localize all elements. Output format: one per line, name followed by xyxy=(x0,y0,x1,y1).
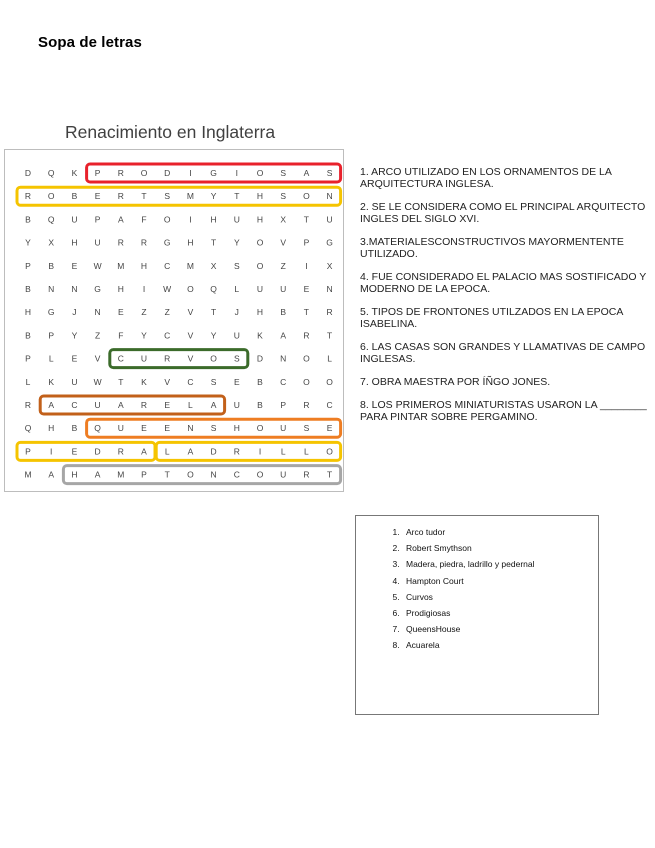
grid-letter: L xyxy=(25,376,31,387)
grid-letter: E xyxy=(71,260,78,271)
grid-letter: A xyxy=(94,469,101,480)
grid-letter: Z xyxy=(280,260,286,271)
grid-letter: U xyxy=(233,330,240,341)
grid-letter: Q xyxy=(94,423,101,434)
answer-item: 7. QueensHouse xyxy=(402,621,598,637)
highlight-ladrillo xyxy=(156,442,340,460)
grid-letter: A xyxy=(117,400,124,410)
grid-letter: O xyxy=(326,446,333,457)
word-search-panel xyxy=(4,122,346,495)
grid-letter: P xyxy=(25,446,31,457)
grid-letter: U xyxy=(256,284,264,294)
grid-letter: U xyxy=(326,214,333,225)
grid-letter: O xyxy=(256,469,264,480)
grid-letter: P xyxy=(25,353,31,364)
grid-letter: Y xyxy=(71,330,78,341)
grid-letter: U xyxy=(280,284,287,294)
grid-letter: R xyxy=(164,353,171,364)
grid-letter: S xyxy=(280,191,287,202)
grid-letter: J xyxy=(72,307,77,318)
grid-letter: O xyxy=(140,168,148,178)
grid-letter: U xyxy=(71,214,78,225)
grid-letter: N xyxy=(48,284,55,294)
grid-letter: Q xyxy=(24,423,32,434)
highlight-hamptoncourt xyxy=(63,466,340,484)
grid-letter: B xyxy=(71,423,78,434)
grid-letter: S xyxy=(233,260,240,271)
grid-letter: H xyxy=(210,214,217,225)
grid-letter: E xyxy=(141,423,147,434)
grid-letter: A xyxy=(303,168,310,178)
grid-letter: L xyxy=(48,353,54,364)
grid-letter: R xyxy=(326,307,333,318)
grid-letter: L xyxy=(280,446,286,457)
grid-letter: W xyxy=(93,376,102,387)
grid-letter: X xyxy=(280,214,287,225)
grid-letter: B xyxy=(257,400,263,410)
grid-letter: R xyxy=(117,168,124,178)
grid-letter: B xyxy=(71,191,78,202)
grid-letter: R xyxy=(117,237,124,248)
grid-letter: O xyxy=(256,260,264,271)
grid-letter: J xyxy=(234,307,239,318)
grid-letter: B xyxy=(25,284,31,294)
grid-letter: R xyxy=(303,469,310,480)
grid-letter: U xyxy=(233,400,240,410)
grid-letter: T xyxy=(164,469,170,480)
grid-letter: R xyxy=(140,400,148,410)
grid-letter: R xyxy=(24,191,32,202)
grid-letter: T xyxy=(303,214,310,225)
grid-letter: U xyxy=(280,423,287,434)
grid-letter: M xyxy=(24,469,32,480)
grid-letter: O xyxy=(326,376,333,387)
grid-letter: O xyxy=(303,191,310,202)
grid-letter: P xyxy=(303,237,310,248)
grid-letter: A xyxy=(280,330,287,341)
clue-7: 7. OBRA MAESTRA POR ÍÑGO JONES. xyxy=(360,376,551,388)
grid-letter: S xyxy=(280,168,287,178)
grid-letter: N xyxy=(326,284,333,294)
answer-item: 2. Robert Smythson xyxy=(402,540,598,556)
grid-letter: C xyxy=(233,469,240,480)
grid-letter: A xyxy=(117,214,124,225)
grid-letter: P xyxy=(25,260,31,271)
grid-letter: A xyxy=(187,446,194,457)
grid-letter: K xyxy=(71,168,78,178)
grid-letter: I xyxy=(50,446,53,457)
grid-letter: B xyxy=(25,330,31,341)
grid-letter: G xyxy=(163,237,171,248)
document-title: Sopa de letras xyxy=(38,34,142,51)
grid-letter: O xyxy=(256,237,264,248)
grid-letter: U xyxy=(71,376,78,387)
grid-letter: P xyxy=(48,330,55,341)
grid-letter: L xyxy=(304,446,309,457)
answer-list xyxy=(356,524,598,654)
grid-letter: O xyxy=(47,191,55,202)
grid-letter: E xyxy=(71,446,78,457)
answer-item: 1. Arco tudor xyxy=(402,524,598,540)
grid-letter: R xyxy=(140,237,148,248)
grid-letter: T xyxy=(303,307,310,318)
grid-letter: U xyxy=(233,214,240,225)
grid-letter: M xyxy=(186,191,194,202)
highlight-robertsmythson xyxy=(17,187,341,205)
grid-letter: C xyxy=(117,353,124,364)
grid-letter: H xyxy=(233,423,240,434)
grid-letter: L xyxy=(188,400,193,410)
grid-letter: X xyxy=(210,260,217,271)
grid-letter: P xyxy=(280,400,287,410)
grid-letter: C xyxy=(326,400,333,410)
grid-letter: C xyxy=(71,400,78,410)
grid-letter: H xyxy=(256,307,264,318)
grid-letter: P xyxy=(94,168,101,178)
grid-letter: A xyxy=(48,400,55,410)
grid-letter: B xyxy=(257,376,263,387)
grid-letter: O xyxy=(187,469,194,480)
grid-letter: C xyxy=(164,260,171,271)
grid-letter: L xyxy=(234,284,240,294)
grid-letter: S xyxy=(164,191,171,202)
grid-letter: Y xyxy=(25,237,31,248)
clues-list xyxy=(360,166,650,434)
grid-letter: H xyxy=(48,423,55,434)
highlight-piedra xyxy=(17,442,155,460)
grid-letter: I xyxy=(235,168,238,178)
clue-4: 4. FUE CONSIDERADO EL PALACIO MAS SOSTIFICADO Y MODERNO DE LA EPOCA. xyxy=(360,271,647,295)
grid-letter: Z xyxy=(141,307,147,318)
grid-letter: K xyxy=(141,376,147,387)
grid-letter: V xyxy=(94,353,101,364)
grid-letter: I xyxy=(189,168,192,178)
grid-letter: Q xyxy=(47,214,55,225)
grid-letter: U xyxy=(117,423,124,434)
grid-letter: O xyxy=(210,353,217,364)
grid-letter: T xyxy=(326,330,333,341)
grid-letter: L xyxy=(164,446,170,457)
clue-6: 6. LAS CASAS SON GRANDES Y LLAMATIVAS DE CAMPO INGLESAS. xyxy=(360,341,646,365)
answer-item: 5. Curvos xyxy=(402,589,598,605)
grid-letter: G xyxy=(326,237,333,248)
grid-letter: V xyxy=(164,376,171,387)
grid-letter: N xyxy=(210,469,217,480)
grid-letter: H xyxy=(140,260,148,271)
letter-grid-frame xyxy=(4,149,344,492)
grid-letter: K xyxy=(48,376,55,387)
grid-letter: O xyxy=(256,423,264,434)
grid-letter: U xyxy=(140,353,148,364)
grid-letter: F xyxy=(141,214,147,225)
answer-item: 3. Madera, piedra, ladrillo y pedernal xyxy=(402,556,598,572)
grid-letter: Y xyxy=(233,237,240,248)
answer-item: 4. Hampton Court xyxy=(402,573,598,589)
grid-letter: C xyxy=(164,330,171,341)
grid-letter: U xyxy=(94,237,101,248)
grid-letter: O xyxy=(163,214,171,225)
grid-letter: E xyxy=(164,400,171,410)
grid-letter: T xyxy=(118,376,124,387)
grid-letter: R xyxy=(233,446,240,457)
grid-letter: R xyxy=(24,400,32,410)
grid-letter: H xyxy=(24,307,32,318)
clue-1: 1. ARCO UTILIZADO EN LOS ORNAMENTOS DE LA ARQUITECTURA INGLESA. xyxy=(360,166,612,190)
clue-2: 2. SE LE CONSIDERA COMO EL PRINCIPAL ARQUITECTO INGLES DEL SIGLO XVI. xyxy=(360,201,646,225)
highlight-acuarela xyxy=(40,396,224,414)
grid-letter: R xyxy=(303,400,310,410)
grid-letter: V xyxy=(187,330,194,341)
grid-letter: S xyxy=(326,168,333,178)
grid-letter: N xyxy=(187,423,194,434)
grid-letter: K xyxy=(257,330,263,341)
grid-letter: E xyxy=(164,423,171,434)
grid-letter: D xyxy=(256,353,264,364)
grid-letter: R xyxy=(117,191,124,202)
grid-letter: F xyxy=(118,330,124,341)
grid-letter: E xyxy=(71,353,78,364)
answer-item: 6. Prodigiosas xyxy=(402,605,598,621)
grid-letter: D xyxy=(164,168,171,178)
grid-letter: R xyxy=(117,446,124,457)
grid-letter: W xyxy=(163,284,172,294)
grid-letter: A xyxy=(210,400,217,410)
grid-letter: Z xyxy=(164,307,170,318)
answer-box xyxy=(355,515,599,715)
grid-letter: S xyxy=(303,423,310,434)
grid-letter: S xyxy=(210,423,217,434)
grid-letter: E xyxy=(326,423,333,434)
grid-letter: N xyxy=(71,284,78,294)
grid-letter: Y xyxy=(210,330,217,341)
grid-letter: M xyxy=(117,469,125,480)
grid-letter: O xyxy=(303,376,310,387)
grid-letter: T xyxy=(234,191,240,202)
clue-3: 3.MATERIALESCONSTRUCTIVOS MAYORMENTENTE UTILIZADO. xyxy=(360,236,624,260)
grid-letter: S xyxy=(233,353,240,364)
grid-letter: A xyxy=(48,469,55,480)
grid-letter: D xyxy=(24,168,32,178)
grid-letter: E xyxy=(303,284,310,294)
grid-letter: H xyxy=(256,191,264,202)
grid-letter: S xyxy=(210,376,217,387)
clue-5: 5. TIPOS DE FRONTONES UTILZADOS EN LA EPOCA ISABELINA. xyxy=(360,306,623,330)
grid-letter: D xyxy=(94,446,101,457)
grid-letter: H xyxy=(117,284,124,294)
grid-letter: Q xyxy=(210,284,217,294)
grid-letter: T xyxy=(326,469,333,480)
grid-letter: B xyxy=(48,260,55,271)
grid-letter: P xyxy=(94,214,101,225)
grid-letter: Y xyxy=(210,191,217,202)
grid-letter: D xyxy=(210,446,217,457)
grid-letter: O xyxy=(256,168,264,178)
grid-letter: E xyxy=(94,191,101,202)
grid-letter: V xyxy=(187,307,194,318)
grid-letter: L xyxy=(327,353,332,364)
grid-letter: N xyxy=(94,307,101,318)
grid-letter: E xyxy=(233,376,240,387)
grid-letter: B xyxy=(280,307,287,318)
grid-letter: I xyxy=(142,284,146,294)
grid-letter: I xyxy=(258,446,262,457)
grid-letter: C xyxy=(280,376,287,387)
grid-letter: M xyxy=(186,260,194,271)
clue-8: 8. LOS PRIMEROS MINIATURISTAS USARON LA ________ PARA PINTAR SOBRE PERGAMINO. xyxy=(360,399,647,423)
grid-letter: Z xyxy=(94,330,101,341)
grid-letter: T xyxy=(141,191,147,202)
grid-letter: M xyxy=(117,260,125,271)
grid-letter: C xyxy=(187,376,194,387)
grid-letter: G xyxy=(94,284,101,294)
grid-letter: X xyxy=(48,237,55,248)
grid-letter: A xyxy=(141,446,147,457)
grid-letter: B xyxy=(25,214,31,225)
grid-letter: N xyxy=(326,191,333,202)
grid-letter: G xyxy=(210,168,217,178)
letter-grid xyxy=(5,150,345,493)
grid-letter: U xyxy=(280,469,287,480)
grid-letter: H xyxy=(256,214,264,225)
grid-letter: Y xyxy=(141,330,147,341)
grid-letter: N xyxy=(280,353,287,364)
grid-letter: H xyxy=(71,237,78,248)
grid-letter: P xyxy=(141,469,147,480)
grid-letter: R xyxy=(303,330,310,341)
grid-letter: G xyxy=(47,307,55,318)
grid-letter: Q xyxy=(47,168,55,178)
grid-letter: H xyxy=(187,237,194,248)
grid-letter: W xyxy=(93,260,102,271)
highlight-curvos xyxy=(110,350,248,368)
grid-letter: T xyxy=(210,237,217,248)
grid-letter: O xyxy=(187,284,194,294)
grid-letter: T xyxy=(210,307,217,318)
grid-letter: I xyxy=(305,260,308,271)
grid-letter: V xyxy=(280,237,287,248)
answer-item: 8. Acuarela xyxy=(402,637,598,653)
grid-letter: V xyxy=(187,353,194,364)
grid-letter: U xyxy=(94,400,101,410)
grid-letter: I xyxy=(189,214,192,225)
grid-letter: H xyxy=(71,469,78,480)
grid-letter: O xyxy=(303,353,310,364)
grid-letter: X xyxy=(326,260,333,271)
grid-letter: E xyxy=(117,307,124,318)
puzzle-title: Renacimiento en Inglaterra xyxy=(65,122,276,142)
